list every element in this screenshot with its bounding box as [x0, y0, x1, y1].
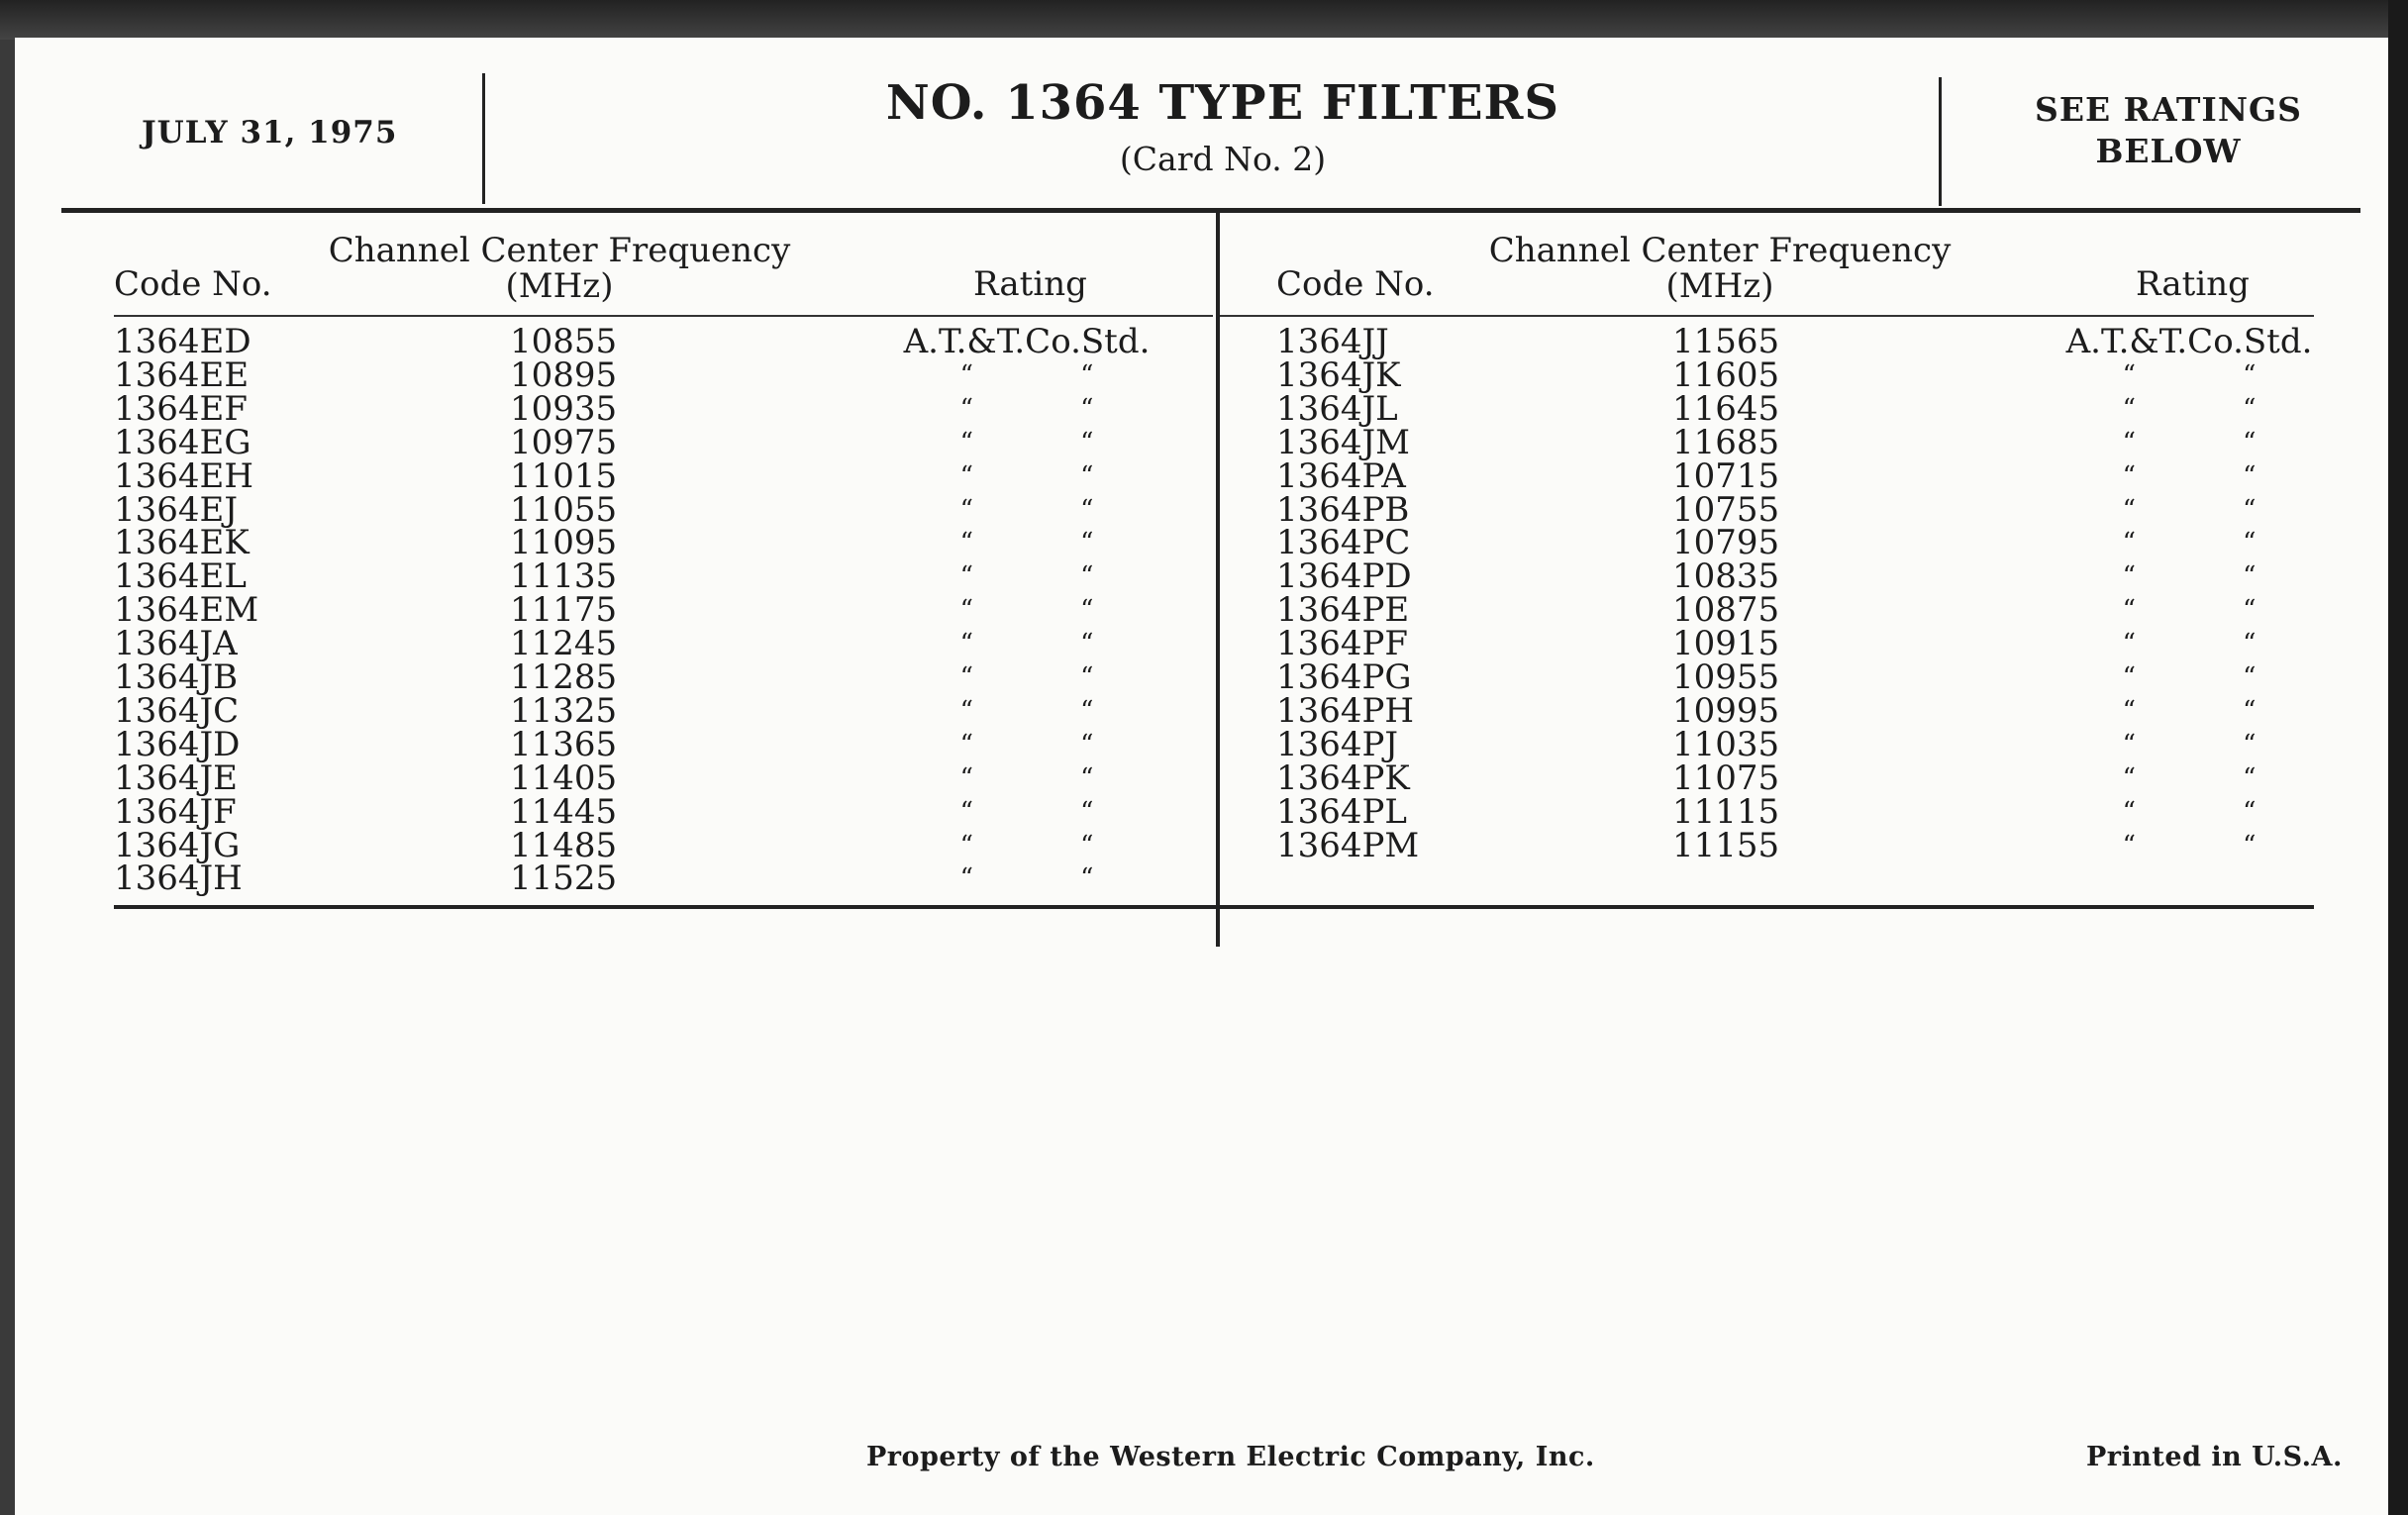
table-row	[1276, 556, 2365, 597]
left-frequency-header-line1: Channel Center Frequency	[328, 231, 791, 270]
code-cell: 1364JK	[1276, 354, 1401, 395]
card-title: NO. 1364 TYPE FILTERS	[885, 75, 1560, 131]
table-row	[114, 657, 1203, 697]
rating-cell: “ “	[959, 729, 1094, 759]
rating-cell: “ “	[959, 595, 1094, 626]
frequency-cell: 10875	[1672, 590, 1780, 631]
code-cell: 1364PM	[1276, 825, 1420, 865]
frequency-cell: 11645	[1672, 388, 1780, 429]
code-cell: 1364JC	[114, 690, 240, 731]
table-center-divider	[1216, 212, 1220, 947]
table-row	[114, 690, 1203, 731]
rating-cell: “ “	[2122, 595, 2257, 626]
frequency-cell: 11015	[510, 455, 618, 496]
frequency-cell: 10855	[510, 322, 618, 361]
frequency-cell: 11135	[510, 556, 618, 597]
code-cell: 1364JL	[1276, 388, 1398, 429]
code-cell: 1364PK	[1276, 758, 1410, 798]
code-cell: 1364PF	[1276, 624, 1408, 664]
rating-cell: “ “	[959, 830, 1094, 860]
code-cell: 1364JA	[114, 624, 238, 664]
scan-right-edge	[2388, 0, 2408, 1515]
code-cell: 1364PB	[1276, 489, 1410, 530]
table-row	[1276, 455, 2365, 496]
frequency-cell: 11605	[1672, 354, 1780, 395]
header-divider-right	[1939, 77, 1942, 206]
code-cell: 1364EG	[114, 422, 251, 462]
frequency-cell: 11055	[510, 489, 618, 530]
code-cell: 1364PC	[1276, 523, 1411, 563]
table-row	[1276, 422, 2365, 462]
right-frequency-header	[1462, 233, 1977, 304]
rating-cell: “ “	[2122, 830, 2257, 860]
rating-cell: “ “	[2122, 662, 2257, 692]
filter-card	[15, 38, 2388, 1515]
table-row	[114, 556, 1203, 597]
code-cell: 1364JB	[114, 657, 239, 697]
table-row	[114, 422, 1203, 462]
code-cell: 1364JG	[114, 825, 241, 865]
right-rating-header: Rating	[2136, 264, 2250, 304]
frequency-cell: 10895	[510, 354, 618, 395]
ratings-note	[1956, 89, 2381, 172]
table-row	[114, 758, 1203, 798]
code-cell: 1364EM	[114, 590, 259, 631]
table-row	[114, 354, 1203, 395]
table-row	[114, 523, 1203, 563]
code-cell: 1364JD	[114, 724, 241, 764]
code-cell: 1364EH	[114, 455, 253, 496]
rating-cell: “ “	[2122, 359, 2257, 390]
frequency-cell: 11095	[510, 523, 618, 563]
table-row	[114, 724, 1203, 764]
frequency-cell: 10935	[510, 388, 618, 429]
ratings-note-line1: SEE RATINGS	[2034, 90, 2303, 129]
rating-cell: “ “	[2122, 762, 2257, 793]
frequency-cell: 11685	[1672, 422, 1780, 462]
code-cell: 1364PJ	[1276, 724, 1399, 764]
frequency-cell: 10755	[1672, 489, 1780, 530]
rating-cell: A.T.&T.Co.Std.	[903, 322, 1151, 361]
frequency-cell: 11175	[510, 590, 618, 631]
rating-cell: “ “	[2122, 393, 2257, 424]
code-cell: 1364EL	[114, 556, 247, 597]
code-cell: 1364JJ	[1276, 322, 1389, 361]
right-frequency-header-line2: (MHz)	[1665, 266, 1774, 306]
table-row	[114, 590, 1203, 631]
frequency-cell: 10715	[1672, 455, 1780, 496]
frequency-cell: 10915	[1672, 624, 1780, 664]
table-row	[114, 322, 1203, 361]
frequency-cell: 10995	[1672, 690, 1780, 731]
rating-cell: “ “	[959, 427, 1094, 457]
code-cell: 1364EF	[114, 388, 248, 429]
right-header-rule	[1220, 315, 2314, 317]
code-cell: 1364PG	[1276, 657, 1412, 697]
rating-cell: “ “	[2122, 695, 2257, 726]
header-rule	[61, 208, 2360, 213]
table-row	[1276, 624, 2365, 664]
rating-cell: “ “	[959, 359, 1094, 390]
frequency-cell: 11525	[510, 858, 618, 899]
code-cell: 1364EJ	[114, 489, 238, 530]
rating-cell: “ “	[959, 629, 1094, 659]
table-row	[1276, 590, 2365, 631]
printed-notice: Printed in U.S.A.	[2086, 1442, 2343, 1472]
ratings-note-line2: BELOW	[2095, 132, 2242, 170]
frequency-cell: 11445	[510, 791, 618, 832]
table-row	[114, 624, 1203, 664]
rating-cell: “ “	[959, 528, 1094, 558]
table-row	[1276, 724, 2365, 764]
rating-cell: “ “	[959, 695, 1094, 726]
right-code-header: Code No.	[1276, 264, 1435, 304]
table-row	[1276, 758, 2365, 798]
frequency-cell: 11035	[1672, 724, 1780, 764]
code-cell: 1364JM	[1276, 422, 1410, 462]
table-row	[1276, 657, 2365, 697]
rating-cell: “ “	[2122, 796, 2257, 827]
left-frequency-header-line2: (MHz)	[505, 266, 614, 306]
rating-cell: “ “	[2122, 729, 2257, 759]
rating-cell: “ “	[959, 561, 1094, 592]
table-row	[1276, 791, 2365, 832]
code-cell: 1364JE	[114, 758, 238, 798]
frequency-cell: 10835	[1672, 556, 1780, 597]
frequency-cell: 11285	[510, 657, 618, 697]
table-bottom-rule	[114, 905, 2314, 909]
code-cell: 1364PE	[1276, 590, 1410, 631]
code-cell: 1364EK	[114, 523, 250, 563]
left-header-rule	[114, 315, 1213, 317]
scan-top-edge	[0, 0, 2408, 40]
rating-cell: “ “	[959, 494, 1094, 525]
left-frequency-header	[302, 233, 817, 304]
frequency-cell: 11405	[510, 758, 618, 798]
rating-cell: “ “	[2122, 494, 2257, 525]
table-row	[114, 858, 1203, 899]
frequency-cell: 11485	[510, 825, 618, 865]
code-cell: 1364PA	[1276, 455, 1406, 496]
rating-cell: “ “	[2122, 629, 2257, 659]
table-row	[114, 489, 1203, 530]
table-row	[1276, 825, 2365, 865]
code-cell: 1364ED	[114, 322, 251, 361]
rating-cell: “ “	[959, 796, 1094, 827]
code-cell: 1364PL	[1276, 791, 1407, 832]
frequency-cell: 10795	[1672, 523, 1780, 563]
frequency-cell: 11245	[510, 624, 618, 664]
property-notice: Property of the Western Electric Company, Inc.	[866, 1442, 1595, 1472]
frequency-cell: 11155	[1672, 825, 1780, 865]
table-row	[114, 388, 1203, 429]
code-cell: 1364JH	[114, 858, 243, 899]
frequency-cell: 11565	[1672, 322, 1780, 361]
header-divider-left	[482, 73, 485, 204]
rating-cell: “ “	[959, 762, 1094, 793]
table-row	[114, 455, 1203, 496]
frequency-cell: 11115	[1672, 791, 1780, 832]
table-row	[1276, 388, 2365, 429]
frequency-cell: 11325	[510, 690, 618, 731]
frequency-cell: 10955	[1672, 657, 1780, 697]
code-cell: 1364PD	[1276, 556, 1412, 597]
rating-cell: “ “	[959, 393, 1094, 424]
table-row	[114, 791, 1203, 832]
table-row	[1276, 489, 2365, 530]
table-row	[1276, 523, 2365, 563]
code-cell: 1364PH	[1276, 690, 1415, 731]
rating-cell: “ “	[959, 863, 1094, 894]
frequency-cell: 10975	[510, 422, 618, 462]
left-code-header: Code No.	[114, 264, 272, 304]
frequency-cell: 11365	[510, 724, 618, 764]
card-subtitle: (Card No. 2)	[1119, 140, 1327, 178]
code-cell: 1364EE	[114, 354, 250, 395]
table-row	[1276, 354, 2365, 395]
rating-cell: A.T.&T.Co.Std.	[2065, 322, 2313, 361]
frequency-cell: 11075	[1672, 758, 1780, 798]
code-cell: 1364JF	[114, 791, 237, 832]
table-row	[1276, 690, 2365, 731]
rating-cell: “ “	[959, 662, 1094, 692]
table-row	[1276, 322, 2365, 361]
left-rating-header: Rating	[973, 264, 1087, 304]
right-frequency-header-line1: Channel Center Frequency	[1488, 231, 1952, 270]
rating-cell: “ “	[2122, 460, 2257, 491]
table-row	[114, 825, 1203, 865]
rating-cell: “ “	[2122, 561, 2257, 592]
rating-cell: “ “	[2122, 528, 2257, 558]
card-date: JULY 31, 1975	[142, 115, 398, 151]
rating-cell: “ “	[2122, 427, 2257, 457]
rating-cell: “ “	[959, 460, 1094, 491]
